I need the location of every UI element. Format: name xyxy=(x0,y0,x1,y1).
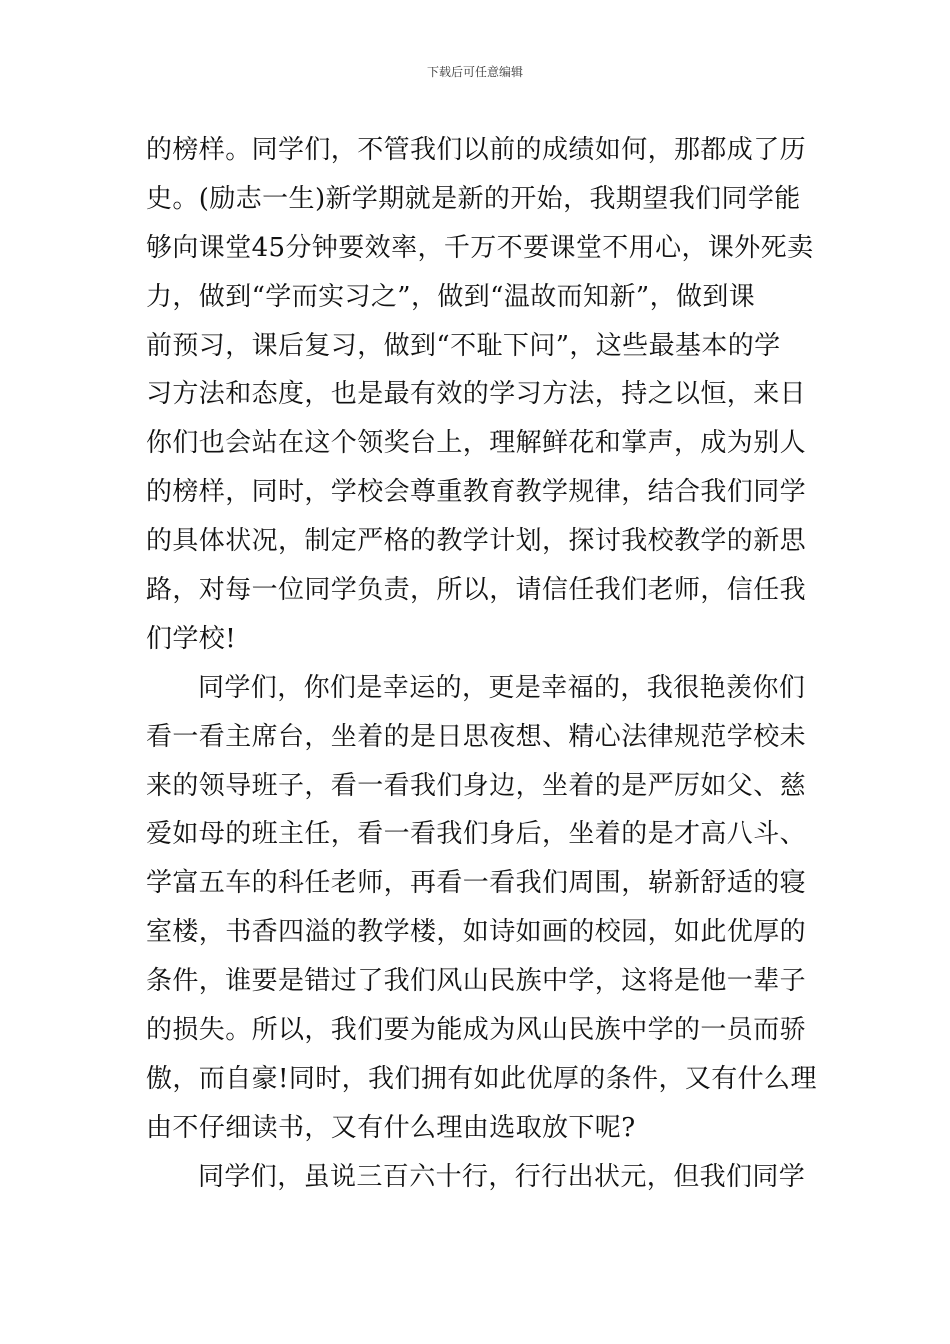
text-line: 爱如母的班主任，看一看我们身后，坐着的是才高八斗、 xyxy=(146,819,807,850)
text-line: 路，对每一位同学负责，所以，请信任我们老师，信任我 xyxy=(146,575,807,606)
text-line: 条件，谁要是错过了我们风山民族中学，这将是他一辈子 xyxy=(146,966,807,997)
text-line: 你们也会站在这个领奖台上，理解鲜花和掌声，成为别人 xyxy=(146,428,807,459)
text-line: 够向课堂45分钟要效率，千万不要课堂不用心，课外死卖 xyxy=(146,232,814,263)
text-line: 们学校! xyxy=(146,623,237,654)
paragraph-start-line: 同学们，虽说三百六十行，行行出状元，但我们同学 xyxy=(198,1161,806,1192)
text-line: 的榜样。同学们，不管我们以前的成绩如何，那都成了历 xyxy=(146,135,807,165)
text-line: 的损失。所以，我们要为能成为风山民族中学的一员而骄 xyxy=(146,1015,807,1046)
text-line: 史。(励志一生)新学期就是新的开始，我期望我们同学能 xyxy=(146,183,801,214)
text-line: 习方法和态度，也是最有效的学习方法，持之以恒，来日 xyxy=(146,379,807,410)
text-line: 的具体状况，制定严格的教学计划，探讨我校教学的新思 xyxy=(146,526,807,557)
page-header: 下载后可任意编辑 xyxy=(426,65,523,79)
text-line: 的榜样，同时，学校会尊重教育教学规律，结合我们同学 xyxy=(146,477,807,508)
text-line: 来的领导班子，看一看我们身边，坐着的是严厉如父、慈 xyxy=(146,770,807,801)
text-line: 室楼，书香四溢的教学楼，如诗如画的校园，如此优厚的 xyxy=(146,917,807,948)
document-body xyxy=(146,126,817,1202)
text-line: 傲，而自豪!同时，我们拥有如此优厚的条件，又有什么理 xyxy=(146,1063,817,1094)
text-line: 学富五车的科任老师，再看一看我们周围，崭新舒适的寝 xyxy=(146,868,807,899)
text-line: 由不仔细读书，又有什么理由选取放下呢? xyxy=(146,1112,636,1143)
text-line: 看一看主席台，坐着的是日思夜想、精心法律规范学校未 xyxy=(146,721,807,752)
text-line: 力，做到“学而实习之”，做到“温故而知新”，做到课 xyxy=(146,281,756,312)
paragraph-start-line: 同学们，你们是幸运的，更是幸福的，我很艳羡你们 xyxy=(198,672,806,703)
text-line: 前预习，课后复习，做到“不耻下问”，这些最基本的学 xyxy=(146,330,781,361)
